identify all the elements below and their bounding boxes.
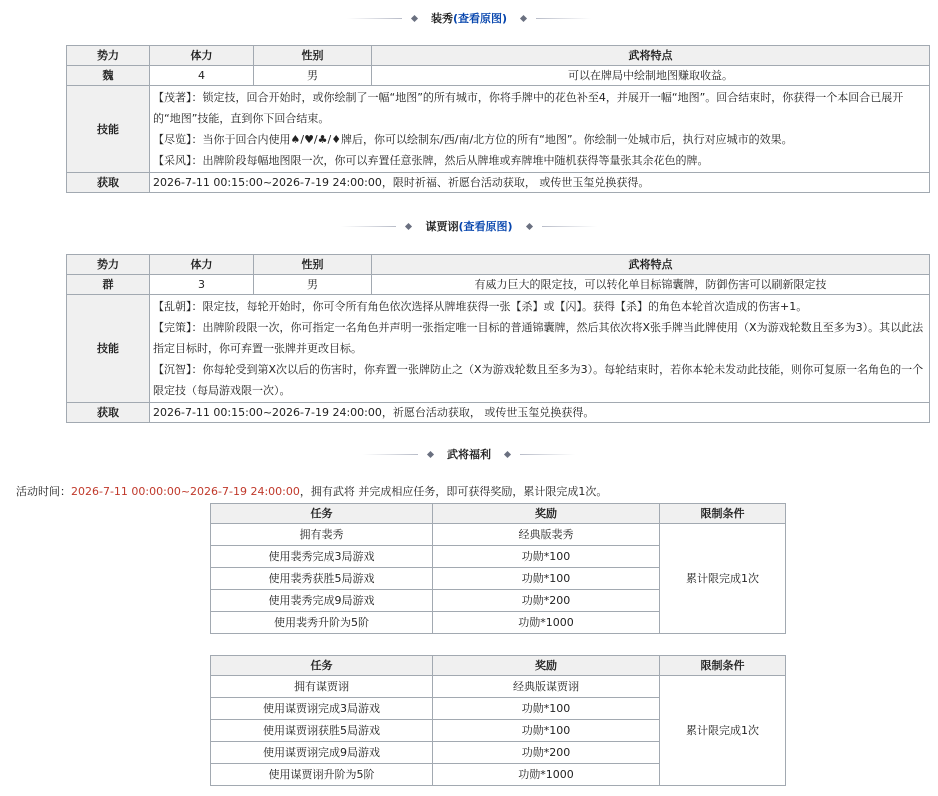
skills-row <box>67 295 930 403</box>
header-row <box>211 504 786 524</box>
section-title-general1 <box>0 9 938 27</box>
task-cell: 使用谋贾诩完成3局游戏 <box>211 698 433 720</box>
view-original-link[interactable]: (查看原图) <box>458 220 513 233</box>
skills-cell <box>150 295 930 403</box>
reward-cell: 功勋*100 <box>433 720 660 742</box>
reward-cell: 经典版裴秀 <box>433 524 660 546</box>
task-cell: 使用裴秀完成3局游戏 <box>211 546 433 568</box>
feature-header: 武将特点 <box>372 46 930 66</box>
section-heading: 装秀(查看原图) <box>430 12 508 25</box>
skills-row <box>67 86 930 173</box>
gender-header: 性别 <box>254 255 372 275</box>
hp-header: 体力 <box>150 255 254 275</box>
faction-header: 势力 <box>67 46 150 66</box>
feature-value: 可以在牌局中绘制地图赚取收益。 <box>372 66 930 86</box>
skills-cell <box>150 86 930 173</box>
activity-time-line <box>16 483 607 499</box>
table-row <box>211 676 786 698</box>
faction-value: 群 <box>67 275 150 295</box>
task-table-1 <box>210 503 786 634</box>
skill-description: 【沉智】：你每轮受到第X次以后的伤害时，你弃置一张牌防止之（X为游戏轮数且至多为3）。每轮结束时，若你本轮未发动此技能，则你可复原一名角色的一个限定技（每局游戏限一次）。 <box>153 363 924 397</box>
header-row <box>211 656 786 676</box>
task-header: 任务 <box>211 504 433 524</box>
reward-cell: 功勋*1000 <box>433 764 660 786</box>
hp-header: 体力 <box>150 46 254 66</box>
reward-header: 奖励 <box>433 656 660 676</box>
task-cell: 拥有裴秀 <box>211 524 433 546</box>
divider-left <box>341 224 421 229</box>
task-cell: 使用裴秀获胜5局游戏 <box>211 568 433 590</box>
section-title-benefits <box>0 445 938 463</box>
divider-left <box>347 16 427 21</box>
skill-description: 【采风】：出牌阶段每幅地图限一次，你可以弃置任意张牌，然后从牌堆或弃牌堆中随机获得等量张其余花色的牌。 <box>153 154 709 167</box>
task-cell: 拥有谋贾诩 <box>211 676 433 698</box>
hp-value: 4 <box>150 66 254 86</box>
divider-right <box>511 16 591 21</box>
skill-description: 【完策】：出牌阶段限一次，你可指定一名角色并声明一张指定唯一目标的普通锦囊牌，然后其依次将X张手牌当此牌使用（X为游戏轮数且至多为3）。其以此法指定目标时，你可弃置一张牌并更改目标。 <box>153 321 924 355</box>
reward-cell: 功勋*100 <box>433 698 660 720</box>
obtain-value: 2026-7-11 00:15:00~2026-7-19 24:00:00，祈愿台活动获取， 或传世玉玺兑换获得。 <box>150 403 930 423</box>
feature-value: 有威力巨大的限定技，可以转化单目标锦囊牌，防御伤害可以刷新限定技 <box>372 275 930 295</box>
hp-value: 3 <box>150 275 254 295</box>
divider-left <box>363 452 443 457</box>
limit-cell: 累计限完成1次 <box>660 524 786 634</box>
section-heading: 谋贾诩(查看原图) <box>425 220 513 233</box>
general1-table <box>66 45 930 193</box>
gender-value: 男 <box>254 66 372 86</box>
gender-header: 性别 <box>254 46 372 66</box>
reward-header: 奖励 <box>433 504 660 524</box>
section-heading: 武将福利 <box>447 448 491 461</box>
reward-cell: 功勋*100 <box>433 546 660 568</box>
gender-value: 男 <box>254 275 372 295</box>
task-cell: 使用谋贾诩获胜5局游戏 <box>211 720 433 742</box>
info-row <box>67 275 930 295</box>
obtain-value: 2026-7-11 00:15:00~2026-7-19 24:00:00，限时祈福、祈愿台活动获取， 或传世玉玺兑换获得。 <box>150 173 930 193</box>
obtain-row <box>67 173 930 193</box>
faction-header: 势力 <box>67 255 150 275</box>
info-row <box>67 66 930 86</box>
table-row <box>211 524 786 546</box>
skill-description: 【尽览】：当你于回合内使用♠/♥/♣/♦牌后，你可以绘制东/西/南/北方位的所有“地图”。你绘制一处城市后，执行对应城市的效果。 <box>153 133 793 146</box>
divider-right <box>495 452 575 457</box>
task-cell: 使用谋贾诩升阶为5阶 <box>211 764 433 786</box>
reward-cell: 经典版谋贾诩 <box>433 676 660 698</box>
skills-label: 技能 <box>67 295 150 403</box>
task-header: 任务 <box>211 656 433 676</box>
obtain-row <box>67 403 930 423</box>
task-cell: 使用谋贾诩完成9局游戏 <box>211 742 433 764</box>
header-row <box>67 46 930 66</box>
obtain-label: 获取 <box>67 173 150 193</box>
feature-header: 武将特点 <box>372 255 930 275</box>
reward-cell: 功勋*100 <box>433 568 660 590</box>
header-row <box>67 255 930 275</box>
task-cell: 使用裴秀完成9局游戏 <box>211 590 433 612</box>
limit-cell: 累计限完成1次 <box>660 676 786 786</box>
reward-cell: 功勋*1000 <box>433 612 660 634</box>
task-cell: 使用裴秀升阶为5阶 <box>211 612 433 634</box>
faction-value: 魏 <box>67 66 150 86</box>
skill-description: 【茂著】：锁定技，回合开始时，或你绘制了一幅“地图”的所有城市，你将手牌中的花色补至4，并展开一幅“地图”。回合结束时，你获得一个本回合已展开的“地图”技能，直到你下回合结束。 <box>153 91 904 125</box>
skills-label: 技能 <box>67 86 150 173</box>
obtain-label: 获取 <box>67 403 150 423</box>
activity-time: 2026-7-11 00:00:00~2026-7-19 24:00:00 <box>71 485 300 498</box>
task-table-2 <box>210 655 786 786</box>
divider-right <box>517 224 597 229</box>
section-title-general2 <box>0 217 938 235</box>
limit-header: 限制条件 <box>660 656 786 676</box>
view-original-link[interactable]: (查看原图) <box>452 12 508 25</box>
reward-cell: 功勋*200 <box>433 742 660 764</box>
activity-prefix: 活动时间： <box>16 485 71 498</box>
general2-table <box>66 254 930 423</box>
limit-header: 限制条件 <box>660 504 786 524</box>
activity-suffix: ，拥有武将 并完成相应任务，即可获得奖励，累计限完成1次。 <box>299 485 608 498</box>
reward-cell: 功勋*200 <box>433 590 660 612</box>
skill-description: 【乱朝】：限定技，每轮开始时，你可令所有角色依次选择从牌堆获得一张【杀】或【闪】。获得【杀】的角色本轮首次造成的伤害+1。 <box>153 300 808 313</box>
